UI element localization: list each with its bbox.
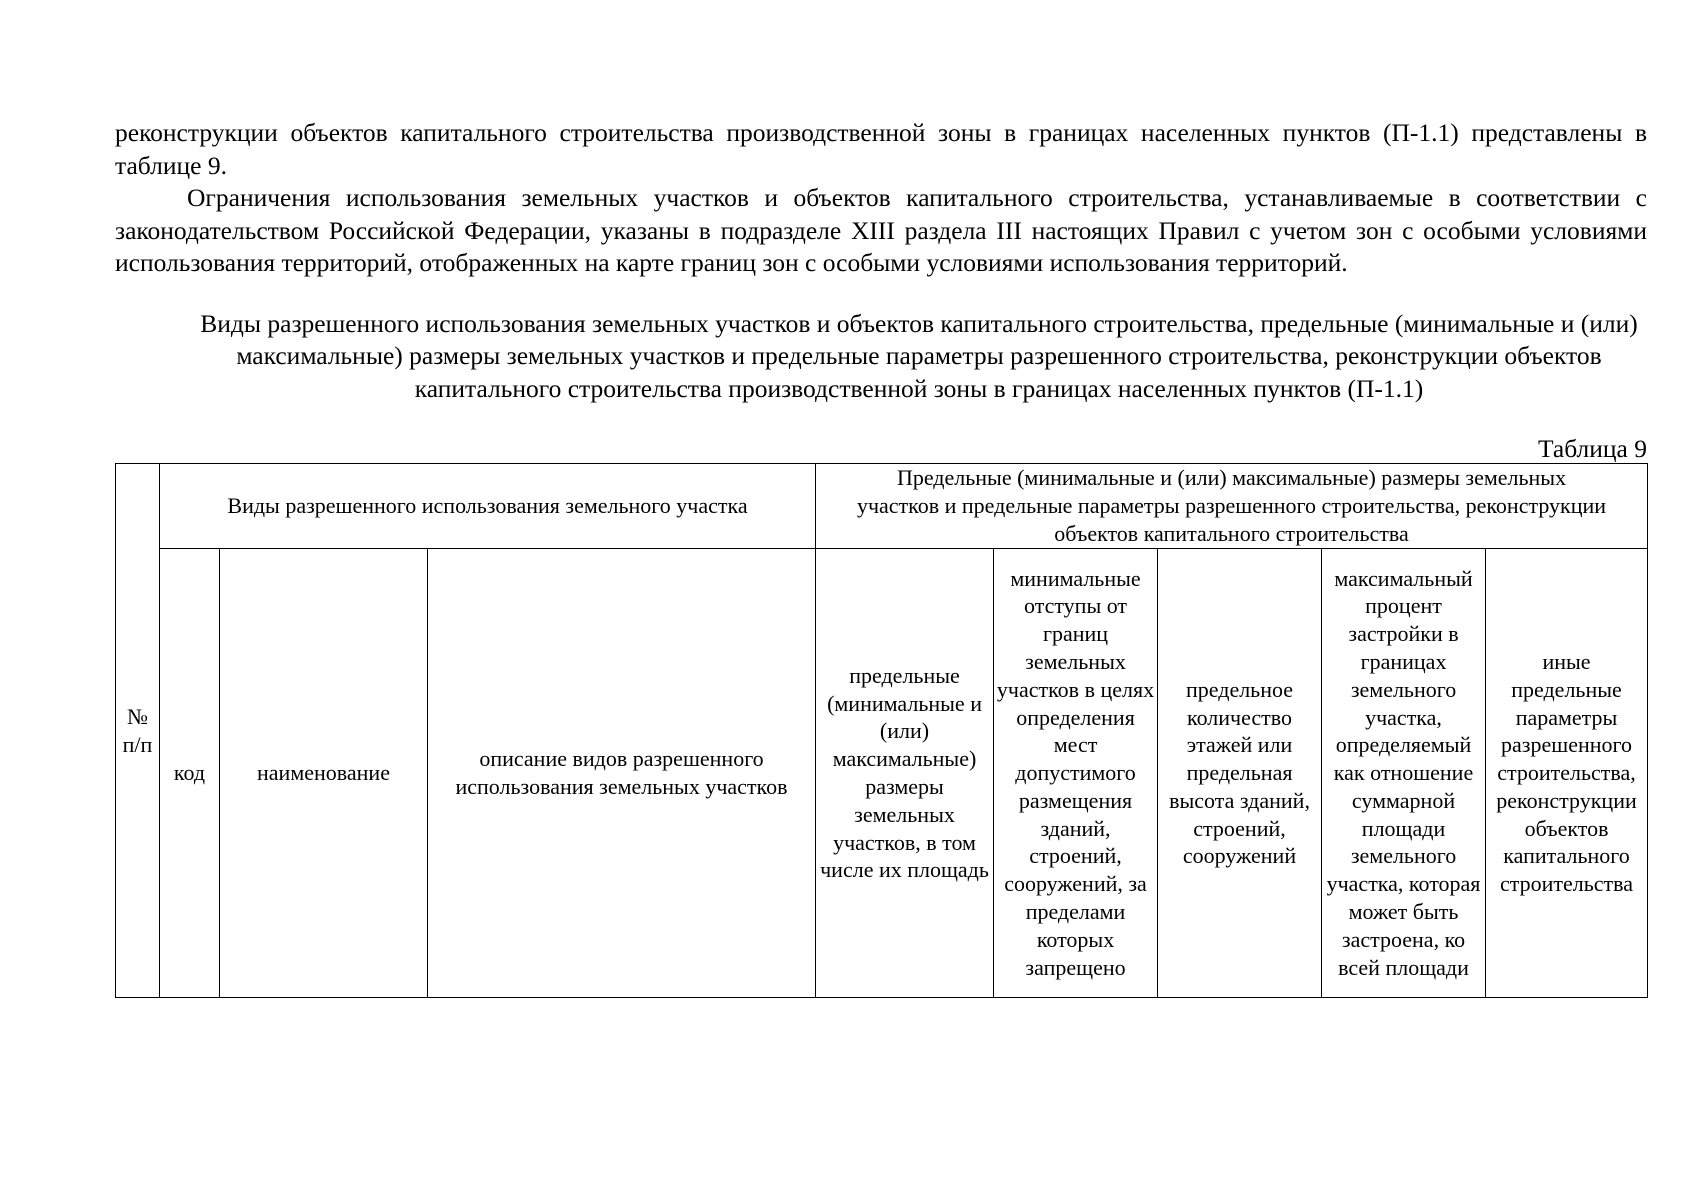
document-page — [115, 117, 1647, 998]
header-other-params — [1486, 549, 1648, 998]
header-limits — [816, 464, 1648, 549]
header-types-of-use — [160, 464, 816, 549]
header-setbacks — [994, 549, 1158, 998]
header-limits-label: Предельные (минимальные и (или) максимальные) размеры земельных участков и предельные параметры разрешенного строительства, реконструкции объектов капитального строительства — [856, 465, 1607, 546]
paragraph-continuation: реконструкции объектов капитального строительства производственной зоны в границах населенных пунктов (П-1.1) представлены в таблице 9. — [115, 118, 1647, 180]
table-header-row-2 — [116, 549, 1648, 998]
header-number — [116, 464, 160, 998]
header-description-label: описание видов разрешенного использования земельных участков — [455, 746, 788, 799]
header-coverage — [1322, 549, 1486, 998]
header-floors-label: предельное количество этажей или предельная высота зданий, строений, сооружений — [1169, 676, 1310, 869]
header-plot-size — [816, 549, 994, 998]
header-description — [428, 549, 816, 998]
header-name-label: наименование — [257, 760, 390, 786]
header-code — [160, 549, 220, 998]
header-floors — [1158, 549, 1322, 998]
header-other-params-label: иные предельные параметры разрешенного строительства, реконструкции объектов капитального строительства — [1496, 648, 1637, 897]
paragraph-restrictions: Ограничения использования земельных участков и объектов капитального строительства, устанавливаемые в соответствии с законодательством Российской Федерации, указаны в подразделе XIII раздела III настоящих Правил с учетом зон с особыми условиями использования территорий, отображенных на карте границ зон с особыми условиями использования территорий. — [115, 183, 1647, 277]
header-plot-size-label: предельные (минимальные и (или) максимальные) размеры земельных участков, в том числе их площадь — [820, 662, 989, 883]
table-caption: Виды разрешенного использования земельных участков и объектов капитального строительства, предельные (минимальные и (или) максимальные) размеры земельных участков и предельные параметры разрешенного строительства, реконструкции объектов капитального строительства производственной зоны в границах населенных пунктов (П-1.1) — [200, 308, 1638, 403]
header-name — [220, 549, 428, 998]
header-coverage-label: максимальный процент застройки в границах земельного участка, определяемый как отношение суммарной площади земельного участка, которая может быть застроена, ко всей площади — [1326, 565, 1481, 980]
table-header-row-1 — [116, 464, 1648, 549]
header-number-label: № п/п — [122, 703, 153, 757]
land-use-table — [115, 463, 1648, 998]
header-setbacks-label: минимальные отступы от границ земельных участков в целях определения мест допустимого размещения зданий, строений, сооружений, за пределами которых запрещено — [996, 565, 1155, 980]
table-number-label: Таблица 9 — [1537, 434, 1647, 463]
header-code-label: код — [173, 760, 206, 786]
header-types-of-use-label: Виды разрешенного использования земельного участка — [227, 493, 748, 519]
